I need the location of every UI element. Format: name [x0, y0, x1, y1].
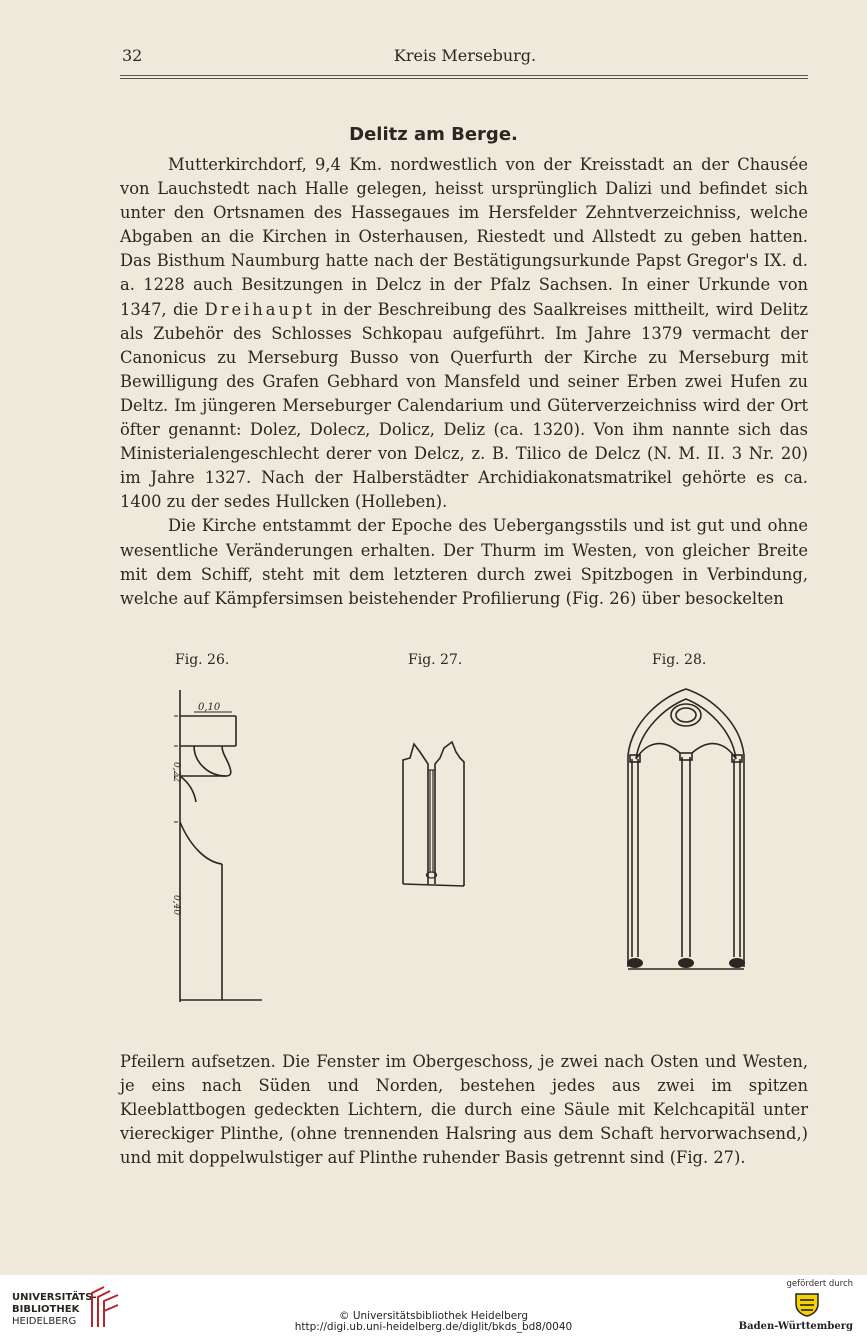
digital-url[interactable]: http://digi.ub.uni-heidelberg.de/diglit/bkds_bd8/0040 — [294, 1321, 573, 1333]
fig26-caption: Fig. 26. — [175, 652, 230, 668]
fig28-arcade-drawing — [622, 685, 752, 975]
article-body-lower — [120, 1050, 808, 1170]
article-title: Delitz am Berge. — [349, 124, 518, 145]
fig26-dim-bottom: 0,40 — [171, 895, 181, 916]
fig26-dim-mid: 0,22 — [171, 762, 181, 783]
baden-wuerttemberg-crest-icon — [790, 1290, 824, 1318]
funder-name: Baden-Württemberg — [738, 1321, 853, 1332]
paragraph-2: Die Kirche entstammt der Epoche des Uebergangsstils und ist gut und ohne wesentliche Veränderungen erhalten. Der Thurm im Westen, von gleicher Breite mit dem Schiff, steht mit dem letzteren durch zwei Spitzbogen in Verbindung, welche auf Kämpfersimsen beistehender Profilierung (Fig. 26) über besockelten — [120, 516, 808, 608]
header-rule-top — [120, 75, 808, 76]
fig28-caption: Fig. 28. — [652, 652, 707, 668]
fig26-profile-drawing — [160, 690, 270, 1005]
fig27-window-drawing — [398, 740, 470, 890]
spaced-name: Dreihaupt — [204, 299, 315, 319]
paragraph-1: Mutterkirchdorf, 9,4 Km. nordwestlich von der Kreisstadt an der Chausée von Lauchstedt nach Halle gelegen, heisst ursprünglich Dalizi und befindet sich unter den Ortsnamen des Hassegaues im Hersfelder Zehntverzeichniss, welche Abgaben an die Kirchen in Osterhausen, Riestedt und Allstedt zu geben hatten. Das Bisthum Naumburg hatte nach der Bestätigungsurkunde Papst Gregor's IX. d. a. 1228 auch Besitzungen in Delcz in der Pfalz Sachsen. In einer Urkunde von 1347, die Dreihaupt in der Beschreibung des Saalkreises mittheilt, wird Delitz als Zubehör des Schlosses Schkopau aufgeführt. Im Jahre 1379 vermacht der Canonicus zu Merseburg Busso von Querfurth der Kirche zu Merseburg mit Bewilligung des Grafen Gebhard von Mansfeld und seiner Erben zwei Hufen zu Deltz. Im jüngeren Merseburger Calendarium und Güterverzeichniss wird der Ort öfter genannt: Dolez, Dolecz, Dolicz, Deliz (ca. 1320). Von ihm nannte sich das Ministerialengeschlecht derer von Delcz, z. B. Tilico de Delcz (N. M. II. 3 Nr. 20) im Jahre 1327. Nach der Halberstädter Archidiakonatsmatrikel gehörte es ca. 1400 zu der sedes Hullcken (Holleben). — [120, 155, 808, 512]
paragraph-3: Pfeilern aufsetzen. Die Fenster im Obergeschoss, je zwei nach Osten und Westen, je eins nach Süden und Norden, bestehen jedes aus zwei im spitzen Kleeblattbogen gedeckten Lichtern, die durch eine Säule mit Kelchcapitäl unter viereckiger Plinthe, (ohne trennenden Halsring aus dem Schaft hervorwachsend,) und mit doppelwulstiger auf Plinthe ruhender Basis getrennt sind (Fig. 27). — [120, 1052, 808, 1168]
running-title: Kreis Merseburg. — [393, 46, 537, 65]
funding-label: gefördert durch — [786, 1279, 853, 1289]
article-body-upper — [120, 153, 808, 611]
library-name: UNIVERSITÄTS- BIBLIOTHEK HEIDELBERG — [12, 1292, 97, 1327]
copyright-text: © Universitätsbibliothek Heidelberg — [338, 1310, 528, 1322]
running-header — [120, 46, 810, 70]
page-number: 32 — [122, 46, 143, 65]
fig26-dim-top: 0,10 — [198, 702, 221, 713]
fig27-caption: Fig. 27. — [408, 652, 463, 668]
copyright-block — [0, 1311, 867, 1333]
header-rule-bottom — [120, 78, 808, 79]
